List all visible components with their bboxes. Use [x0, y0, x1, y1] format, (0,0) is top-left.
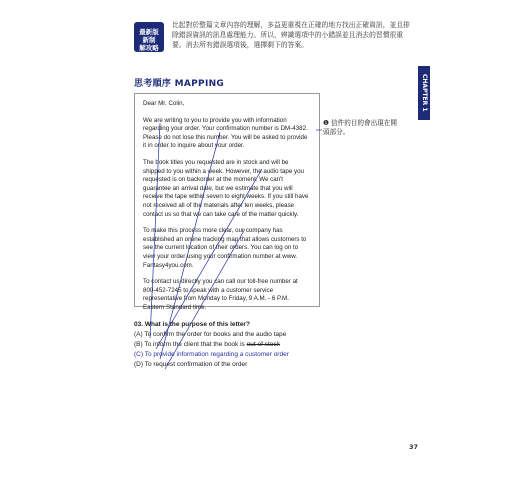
page-number: 37	[408, 443, 418, 451]
arrow-line-4	[165, 229, 245, 369]
letter-paragraph-3: To make this process more clear, our company has established an online tracking map that allows customers to see the current location of their orders. You can log on to view your order using your confirmation number at www. Fantasy4you.com.	[143, 227, 307, 269]
margin-note: ❶ 信件的目的會出現在開頭部分。	[323, 119, 397, 136]
badge-line3: 解攻略	[139, 44, 159, 52]
option-c[interactable]: (C) To provide information regarding a customer order	[134, 351, 289, 358]
badge-line2: 新制	[142, 36, 156, 44]
letter-greeting: Dear Mr. Colin,	[143, 100, 185, 107]
question-stem: 03. What is the purpose of this letter?	[134, 321, 250, 328]
arrow-line-2	[156, 169, 262, 349]
badge-line1: 最新版	[139, 28, 159, 36]
arrow-line-1	[150, 123, 160, 338]
option-b-text: (B) To inform the client that the book is	[134, 341, 247, 348]
option-a[interactable]: (A) To confirm the order for books and the audio tape	[134, 331, 287, 338]
option-b-strike: out of stock	[246, 341, 280, 348]
letter-paragraph-1: We are writing to you to provide you with information regarding your order. Your confirmation number is DM-4382. Please do not lose this number. You will be asked to provide it in order to inquire about your order.	[143, 116, 308, 150]
mapping-title: 思考順序 MAPPING	[134, 79, 225, 89]
option-d[interactable]: (D) To request confirmation of the order	[134, 361, 248, 368]
letter-paragraph-2: The book titles you requested are in stock and will be shipped to you within a week. However, the audio tape you requested is on backorder at the moment. We can't guarantee an arrival date, but we estimate that you will receive the tape within seven to eight weeks. If you still have not received all of the materials after ten weeks, please contact us so that we can take care of the matter quickly.	[143, 158, 309, 218]
letter-paragraph-4: To contact us directly you can call our toll-free number at 800-452-7245 to speak with a customer service representative from Monday to Friday, 9 A.M. - 6 P.M. Eastern Standard time.	[143, 278, 298, 311]
chapter-tab: CHAPTER 1	[418, 66, 430, 120]
intro-text: 比起對於整篇文章內容的理解，多益更重視在正確的地方找出正確資訊，並且排除錯誤資訊的訊息處理能力。所以，辨識選項中的小錯誤並且消去的習慣很重要。消去所有錯誤選項後，選擇剩下的答案。	[172, 21, 410, 49]
